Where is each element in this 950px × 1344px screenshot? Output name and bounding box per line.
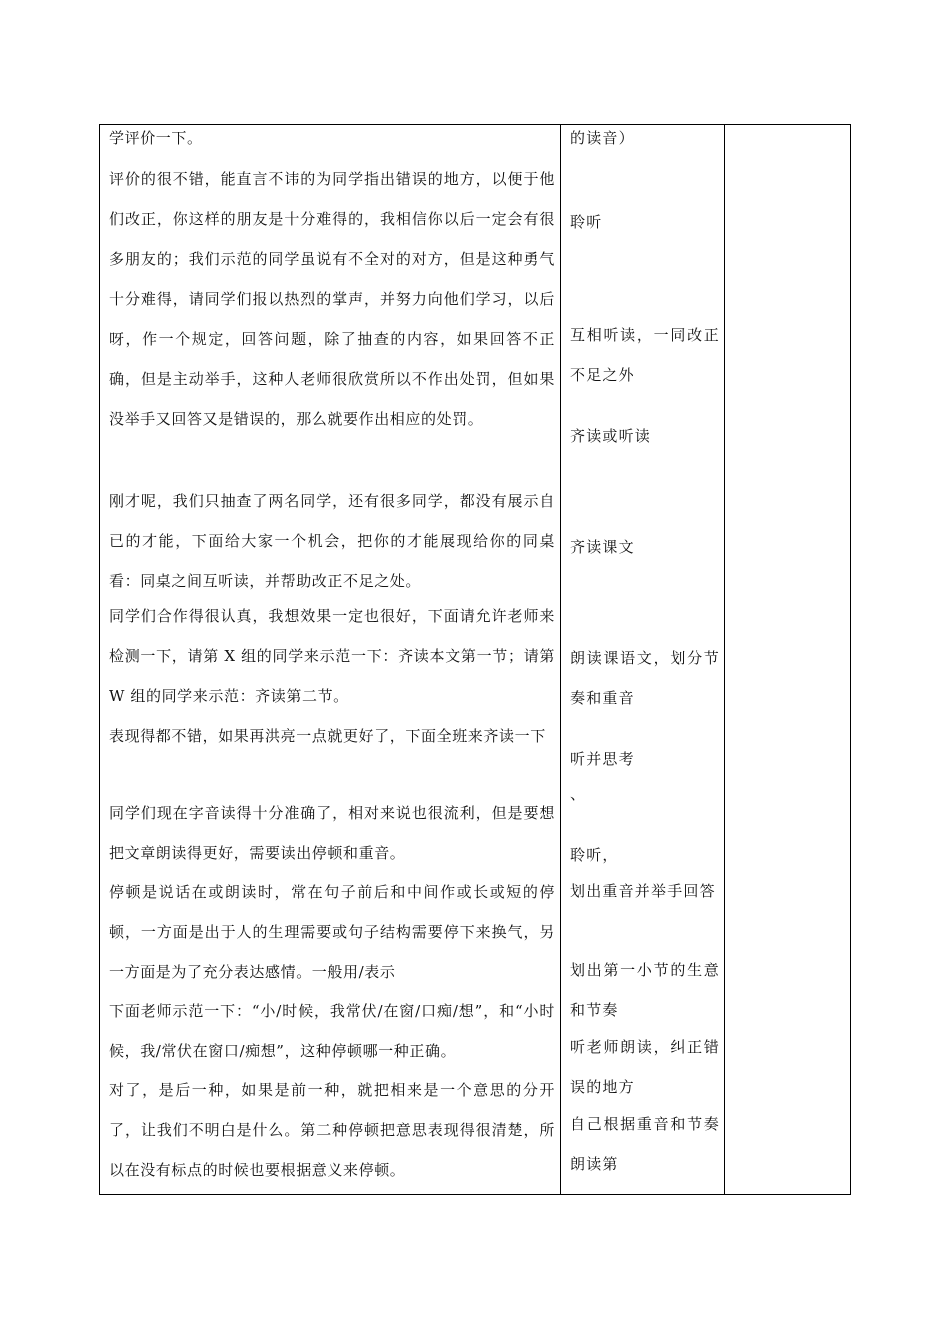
teacher-paragraph: 对了，是后一种，如果是前一种，就把相来是一个意思的分开了，让我们不明白是什么。第二种停顿把意思表现得很清楚，所以在没有标点的时候也要根据意义来停顿。: [109, 1081, 555, 1179]
student-paragraph: 划出第一小节的生意和节奏: [570, 961, 720, 1019]
teacher-paragraph: 表现得都不错，如果再洪亮一点就更好了，下面全班来齐读一下: [109, 727, 546, 745]
teacher-paragraph: 同学们现在字音读得十分准确了，相对来说也很流利，但是要想把文章朗读得更好，需要读出停顿和重音。: [109, 804, 555, 862]
teacher-paragraph: 下面老师示范一下：“小/时候，我常伏/在窗/口痴/想”，和“小时候，我/常伏在窗口/痴想”，这种停顿哪一种正确。: [109, 1002, 555, 1060]
student-paragraph: 聆听，: [570, 846, 619, 864]
student-paragraph: 朗读课语文，划分节奏和重音: [570, 649, 720, 707]
teacher-paragraph: 学评价一下。: [109, 129, 203, 147]
student-paragraph: 互相听读，一同改正不足之外: [570, 326, 720, 384]
student-paragraph: 齐读或听读: [570, 427, 652, 445]
teacher-paragraph: 同学们合作得很认真，我想效果一定也很好，下面请允许老师来检测一下，请第 X 组的同学来示范一下：齐读本文第一节；请第 W 组的同学来示范：齐读第二节。: [109, 607, 555, 705]
student-paragraph: 齐读课文: [570, 538, 635, 556]
teacher-paragraph: 停顿是说话在或朗读时，常在句子前后和中间作或长或短的停顿，一方面是出于人的生理需要或句子结构需要停下来换气，另一方面是为了充分表达感情。一般用/表示: [109, 883, 555, 981]
teacher-activity-column: [100, 125, 561, 1194]
lesson-plan-table: [99, 124, 851, 1195]
notes-column: [725, 125, 851, 1194]
student-paragraph: 听并思考: [570, 750, 635, 768]
student-activity-column: [561, 125, 725, 1194]
student-paragraph: 聆听: [570, 213, 603, 231]
teacher-paragraph: 刚才呢，我们只抽查了两名同学，还有很多同学，都没有展示自已的才能，下面给大家一个机会，把你的才能展现给你的同桌看：同桌之间互听读，并帮助改正不足之处。: [109, 492, 555, 590]
student-paragraph: 的读音）: [570, 129, 635, 147]
student-paragraph: 、: [570, 785, 587, 803]
student-paragraph: 自己根据重音和节奏朗读第: [570, 1115, 720, 1173]
student-paragraph: 听老师朗读，纠正错误的地方: [570, 1038, 720, 1096]
teacher-paragraph: 评价的很不错，能直言不讳的为同学指出错误的地方，以便于他们改正，你这样的朋友是十分难得的，我相信你以后一定会有很多朋友的；我们示范的同学虽说有不全对的对方，但是这种勇气十分难得，请同学们报以热烈的掌声，并努力向他们学习，以后呀，作一个规定，回答问题，除了抽查的内容，如果回答不正确，但是主动举手，这种人老师很欣赏所以不作出处罚，但如果没举手又回答又是错误的，那么就要作出相应的处罚。: [109, 170, 555, 428]
student-paragraph: 划出重音并举手回答: [570, 882, 716, 900]
